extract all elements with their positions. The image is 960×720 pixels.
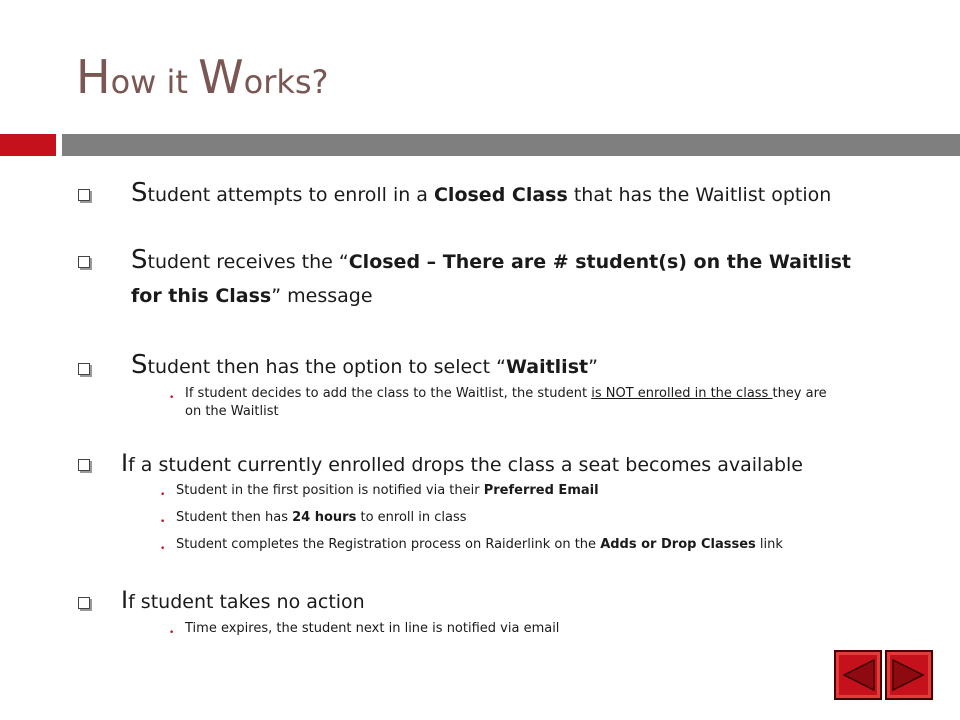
next-slide-button[interactable] (885, 650, 933, 700)
page-title: How it Works? (76, 50, 329, 104)
accent-bar (0, 134, 56, 156)
sub-bullet: • If student decides to add the class to the Waitlist, the student is NOT enrolled in the class they are on the Waitlist (169, 386, 827, 419)
bullet-item: If a student currently enrolled drops the class a seat becomes available (121, 449, 803, 477)
sub-bullet: • Student completes the Registration process on Raiderlink on the Adds or Drop Classes link (176, 536, 783, 554)
previous-slide-button[interactable] (834, 650, 882, 700)
square-bullet-icon (78, 459, 90, 471)
square-bullet-icon (78, 363, 90, 375)
arrow-right-icon (891, 658, 927, 692)
square-bullet-icon (78, 256, 90, 268)
bullet-item: If student takes no action (121, 586, 365, 614)
dot-bullet-icon: • (160, 490, 166, 500)
dot-bullet-icon: • (160, 544, 166, 554)
dot-bullet-icon: • (160, 517, 166, 527)
dot-bullet-icon: • (169, 628, 175, 638)
bullet-item: Student receives the “Closed – There are # student(s) on the Waitlist (131, 245, 851, 275)
dot-bullet-icon: • (169, 393, 175, 403)
sub-bullet: • Student then has 24 hours to enroll in class (176, 509, 467, 527)
arrow-left-icon (840, 658, 876, 692)
sub-bullet: • Student in the first position is notified via their Preferred Email (176, 482, 599, 500)
square-bullet-icon (78, 597, 90, 609)
divider-bar (62, 134, 960, 156)
square-bullet-icon (78, 189, 90, 201)
bullet-item: Student attempts to enroll in a Closed Class that has the Waitlist option (131, 178, 832, 208)
bullet-item: Student then has the option to select “Waitlist” (131, 350, 598, 380)
sub-bullet: • Time expires, the student next in line is notified via email (185, 620, 559, 638)
bullet-item-continued: for this Class” message (131, 285, 373, 307)
